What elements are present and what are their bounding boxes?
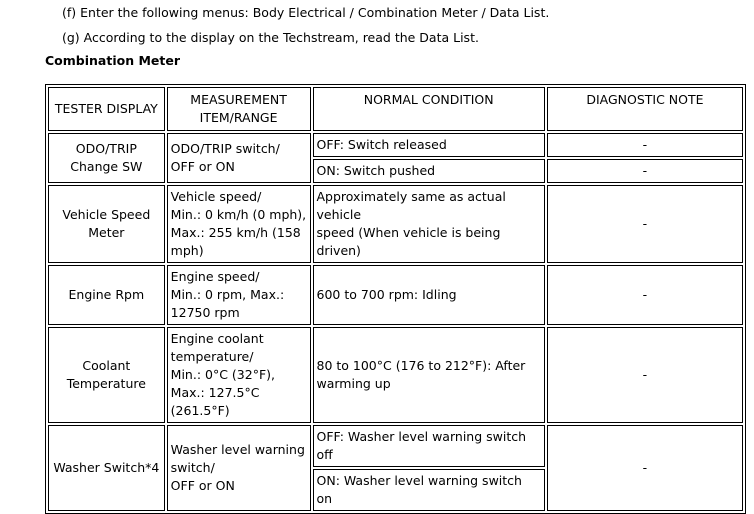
step-g-instruction: (g) According to the display on the Techstream, read the Data List. <box>62 30 479 45</box>
cell-rpm-display: Engine Rpm <box>48 265 165 325</box>
cell-odo-measure <box>167 133 311 183</box>
coolant-cond-line2: warming up <box>316 376 391 391</box>
speed-measure-line3: Max.: 255 km/h (158 <box>170 225 301 240</box>
cell-washer-cond-on: ON: Washer level warning switch on <box>313 469 545 511</box>
data-list-table <box>45 84 746 514</box>
odo-display-line1: ODO/TRIP <box>75 141 137 156</box>
header-row <box>48 87 743 131</box>
header-tester-display-text: TESTER DISPLAY <box>54 101 158 116</box>
header-normal-condition <box>313 87 545 131</box>
cell-coolant-display <box>48 327 165 423</box>
cell-coolant-cond <box>313 327 545 423</box>
cell-rpm-note: - <box>547 265 743 325</box>
header-diagnostic-note-text: DIAGNOSTIC NOTE <box>586 92 704 107</box>
cell-odo-display <box>48 133 165 183</box>
coolant-measure-line3: Min.: 0°C (32°F), <box>170 367 275 382</box>
speed-display-line2: Meter <box>88 225 125 240</box>
header-measurement <box>167 87 311 131</box>
speed-measure-line1: Vehicle speed/ <box>170 189 262 204</box>
coolant-measure-line1: Engine coolant <box>170 331 264 346</box>
speed-display-line1: Vehicle Speed <box>62 207 151 222</box>
cell-coolant-measure <box>167 327 311 423</box>
washer-measure-line1: Washer level warning <box>170 442 305 457</box>
cell-odo-cond-on: ON: Switch pushed <box>313 159 545 183</box>
speed-measure-line4: mph) <box>170 243 204 258</box>
washer-measure-line2: switch/ <box>170 460 215 475</box>
odo-measure-line1: ODO/TRIP switch/ <box>170 141 280 156</box>
header-measurement-line1: MEASUREMENT <box>190 92 287 107</box>
coolant-cond-line1: 80 to 100°C (176 to 212°F): After <box>316 358 526 373</box>
header-measurement-line2: ITEM/RANGE <box>199 110 278 125</box>
cell-rpm-measure <box>167 265 311 325</box>
coolant-measure-line2: temperature/ <box>170 349 254 364</box>
section-title: Combination Meter <box>45 53 180 68</box>
cell-speed-cond <box>313 185 545 263</box>
cell-washer-cond-off: OFF: Washer level warning switch off <box>313 425 545 467</box>
cell-washer-display: Washer Switch*4 <box>48 425 165 511</box>
cell-rpm-cond: 600 to 700 rpm: Idling <box>313 265 545 325</box>
table-row-coolant-temperature <box>48 327 743 423</box>
cell-washer-note: - <box>547 425 743 511</box>
rpm-measure-line3: 12750 rpm <box>170 305 240 320</box>
coolant-measure-line4: Max.: 127.5°C <box>170 385 260 400</box>
rpm-measure-line1: Engine speed/ <box>170 269 260 284</box>
table-row-vehicle-speed <box>48 185 743 263</box>
cell-speed-note: - <box>547 185 743 263</box>
washer-measure-line3: OFF or ON <box>170 478 235 493</box>
odo-display-line2: Change SW <box>70 159 143 174</box>
speed-cond-line2: speed (When vehicle is being driven) <box>316 225 501 258</box>
cell-odo-cond-off: OFF: Switch released <box>313 133 545 157</box>
coolant-display-line2: Temperature <box>66 376 146 391</box>
cell-odo-note-2: - <box>547 159 743 183</box>
cell-speed-display <box>48 185 165 263</box>
table-row-washer-switch <box>48 425 743 467</box>
coolant-measure-line5: (261.5°F) <box>170 403 230 418</box>
cell-washer-measure <box>167 425 311 511</box>
cell-speed-measure <box>167 185 311 263</box>
speed-measure-line2: Min.: 0 km/h (0 mph), <box>170 207 307 222</box>
header-tester-display <box>48 87 165 131</box>
coolant-display-line1: Coolant <box>82 358 131 373</box>
cell-odo-note-1: - <box>547 133 743 157</box>
cell-coolant-note: - <box>547 327 743 423</box>
table-row-engine-rpm <box>48 265 743 325</box>
header-normal-condition-text: NORMAL CONDITION <box>363 92 494 107</box>
speed-cond-line1: Approximately same as actual vehicle <box>316 189 506 222</box>
table-row-odo-trip <box>48 133 743 157</box>
odo-measure-line2: OFF or ON <box>170 159 235 174</box>
header-diagnostic-note <box>547 87 743 131</box>
step-f-instruction: (f) Enter the following menus: Body Electrical / Combination Meter / Data List. <box>62 5 550 20</box>
rpm-measure-line2: Min.: 0 rpm, Max.: <box>170 287 285 302</box>
